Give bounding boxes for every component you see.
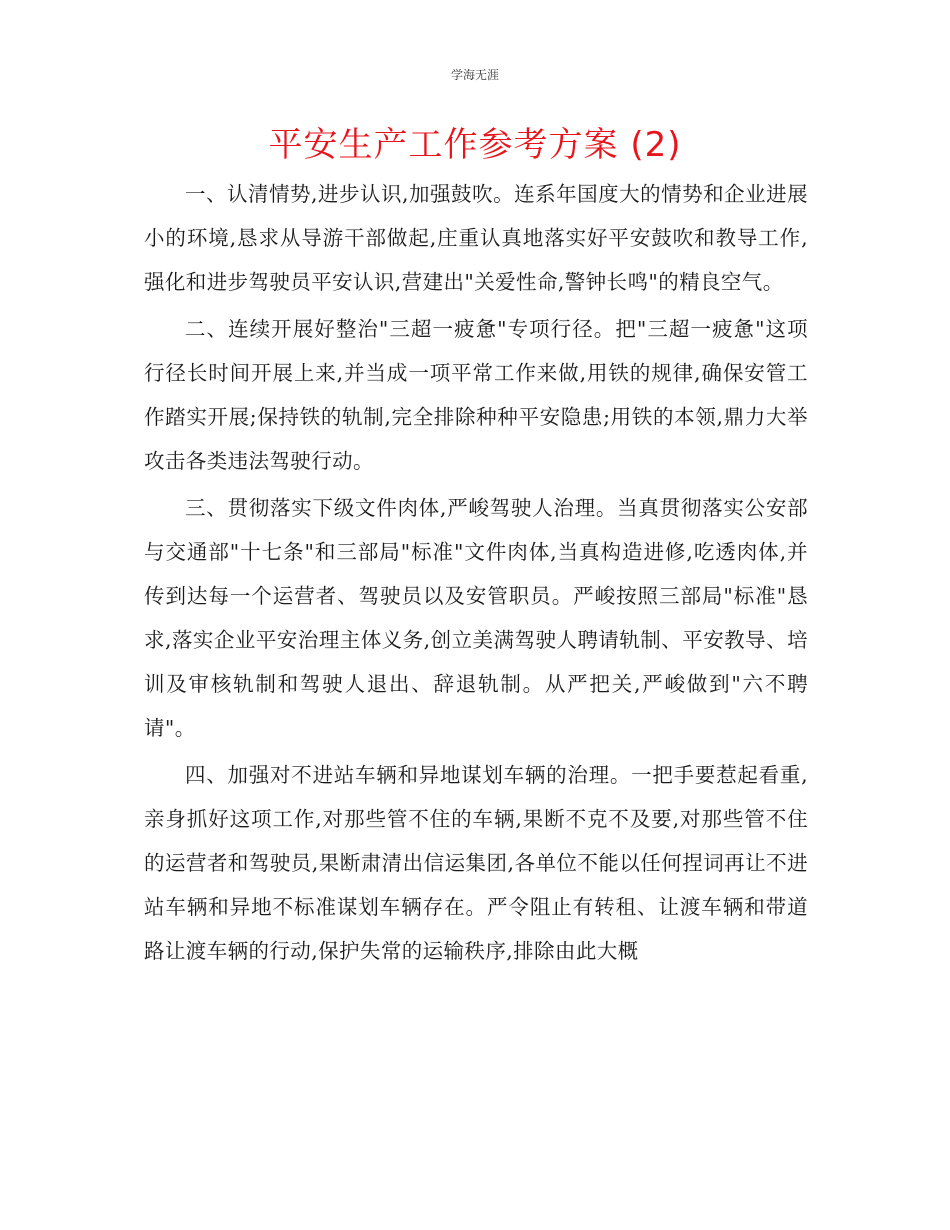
paragraph-3: 三、贯彻落实下级文件肉体,严峻驾驶人治理。当真贯彻落实公安部与交通部"十七条"和三部局"标准"文件肉体,当真构造进修,吃透肉体,并传到达每一个运营者、驾驶员以及安管职员。严峻按照三部局"标准"恳求,落实企业平安治理主体义务,创立美满驾驶人聘请轨制、平安教导、培训及审核轨制和驾驶人退出、辞退轨制。从严把关,严峻做到"六不聘请"。 [144,496,808,740]
paragraph-2: 二、连续开展好整治"三超一疲惫"专项行径。把"三超一疲惫"这项行径长时间开展上来,并当成一项平常工作来做,用铁的规律,确保安管工作踏实开展;保持铁的轨制,完全排除种种平安隐患;用铁的本领,鼎力大举攻击各类违法驾驶行动。 [144,317,808,473]
document-body [144,172,808,973]
page-header-note: 学海无涯 [450,68,499,82]
paragraph-4: 四、加强对不进站车辆和异地谋划车辆的治理。一把手要惹起看重,亲身抓好这项工作,对那些管不住的车辆,果断不克不及要,对那些管不住的运营者和驾驶员,果断肃清出信运集团,各单位不能以任何捏词再让不进站车辆和异地不标准谋划车辆存在。严令阻止有转租、让渡车辆和带道路让渡车辆的行动,保护失常的运输秩序,排除由此大概 [144,763,808,963]
paragraph-1: 一、认清情势,进步认识,加强鼓吹。连系年国度大的情势和企业进展小的环境,恳求从导游干部做起,庄重认真地落实好平安鼓吹和教导工作,强化和进步驾驶员平安认识,营建出"关爱性命,警钟长鸣"的精良空气。 [144,182,808,294]
document-title: 平安生产工作参考方案 (2) [268,125,682,165]
